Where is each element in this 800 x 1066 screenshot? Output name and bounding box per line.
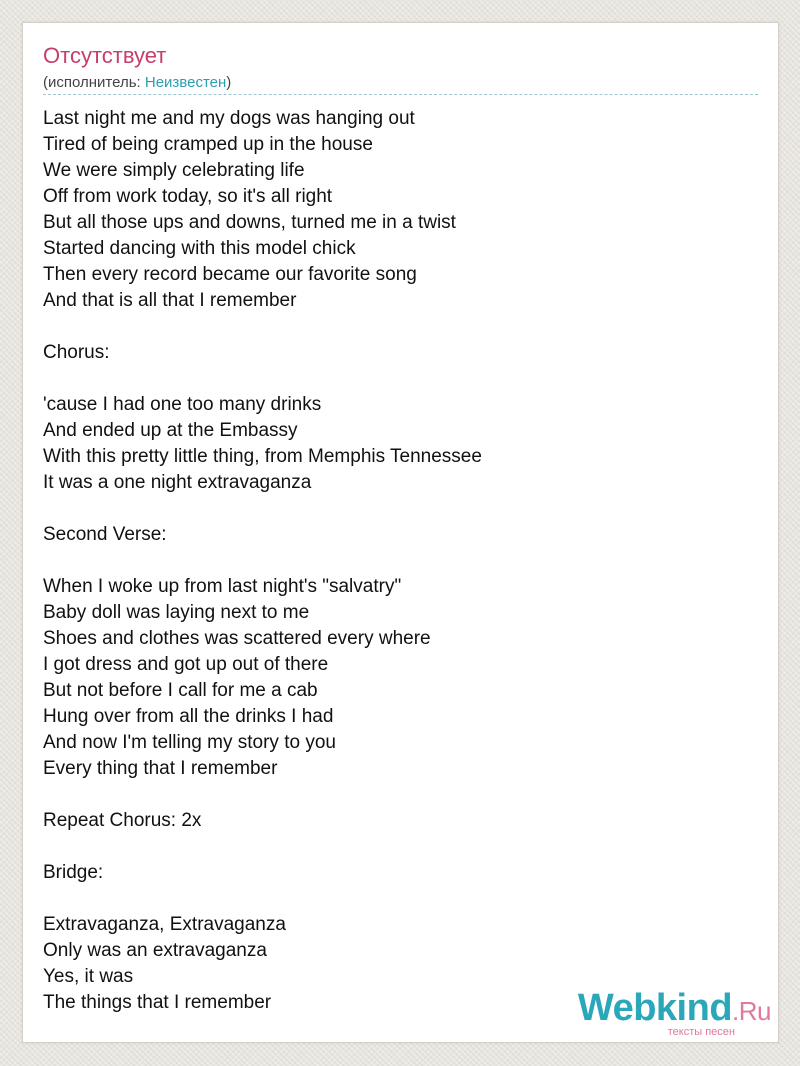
artist-link[interactable]: Неизвестен [144,74,227,91]
logo-suffix: .Ru [732,996,771,1026]
logo-main-text: Webkind [577,987,733,1029]
lyric-blank-line [43,834,482,860]
lyric-line: 'cause I had one too many drinks [43,394,322,415]
lyric-line: With this pretty little thing, from Memphis Tennessee [43,446,482,467]
lyric-line: The things that I remember [43,992,272,1013]
lyrics-body [43,106,482,1016]
artist-suffix: ) [226,74,232,91]
lyric-line: But not before I call for me a cab [43,680,318,701]
lyric-blank-line [43,314,482,340]
lyric-line: When I woke up from last night's "salvatry" [43,576,402,597]
lyric-line: Only was an extravaganza [43,940,267,961]
lyric-line: We were simply celebrating life [43,160,305,181]
title-divider [43,94,758,95]
lyric-line: Bridge: [43,862,104,883]
lyric-line: Chorus: [43,342,110,363]
lyric-line: Started dancing with this model chick [43,238,356,259]
site-logo[interactable] [577,987,771,1038]
lyric-line: Hung over from all the drinks I had [43,706,334,727]
song-title: Отсутствует [43,43,167,68]
lyrics-card [22,22,779,1043]
lyric-line: Shoes and clothes was scattered every where [43,628,431,649]
lyric-line: I got dress and got up out of there [43,654,329,675]
lyric-line: Repeat Chorus: 2x [43,810,202,831]
lyric-line: Off from work today, so it's all right [43,186,333,207]
lyric-line: Every thing that I remember [43,758,278,779]
lyric-line: But all those ups and downs, turned me in a twist [43,212,456,233]
lyric-line: It was a one night extravaganza [43,472,312,493]
logo-wordmark [577,987,771,1029]
artist-line [43,74,231,91]
lyric-line: Tired of being cramped up in the house [43,134,373,155]
lyric-line: Baby doll was laying next to me [43,602,310,623]
lyric-line: Last night me and my dogs was hanging out [43,108,415,129]
logo-tagline: тексты песен [667,1026,735,1038]
lyric-blank-line [43,548,482,574]
lyric-line: And now I'm telling my story to you [43,732,336,753]
lyric-line: Yes, it was [43,966,134,987]
lyric-blank-line [43,496,482,522]
lyric-line: Extravaganza, Extravaganza [43,914,286,935]
lyric-blank-line [43,886,482,912]
lyric-line: Then every record became our favorite song [43,264,417,285]
lyric-blank-line [43,366,482,392]
lyric-line: Second Verse: [43,524,167,545]
lyric-blank-line [43,782,482,808]
lyric-line: And that is all that I remember [43,290,297,311]
artist-prefix: (исполнитель: [43,74,145,91]
lyric-line: And ended up at the Embassy [43,420,298,441]
